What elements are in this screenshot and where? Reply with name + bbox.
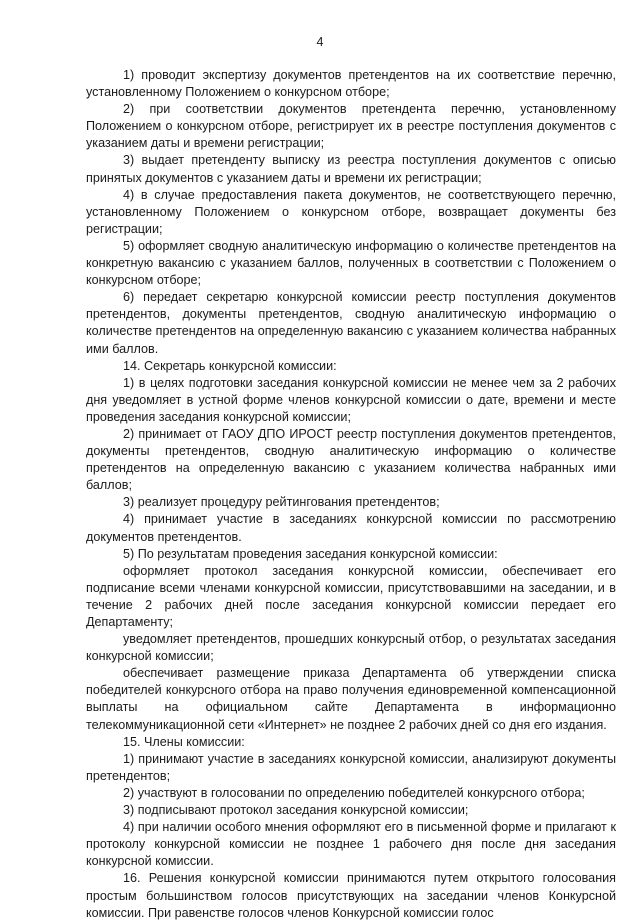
paragraph: 2) участвуют в голосовании по определению победителей конкурсного отбора; [123, 785, 585, 800]
section-heading: 14. Секретарь конкурсной комиссии: [123, 358, 337, 373]
paragraph: 2) при соответствии документов претендента перечню, установленному Положением о конкурсном отборе, регистрирует их в реестре поступления документов с указанием даты и времени регистрации; [86, 102, 616, 151]
paragraph: 3) выдает претенденту выписку из реестра поступления документов с описью принятых документов с указанием даты и времени их регистрации; [86, 153, 616, 185]
paragraph: 3) подписывают протокол заседания конкурсной комиссии; [123, 803, 469, 818]
paragraph: 4) принимает участие в заседаниях конкурсной комиссии по рассмотрению документов претендентов. [86, 512, 616, 544]
document-body [86, 67, 616, 922]
paragraph: 6) передает секретарю конкурсной комиссии реестр поступления документов претендентов, документы претендентов, сводную аналитическую информацию о количестве претендентов на определенную вакансию с указанием количества набранных ими баллов. [86, 290, 616, 356]
section-heading: 15. Члены комиссии: [123, 734, 245, 749]
page-number: 4 [316, 35, 324, 49]
paragraph: обеспечивает размещение приказа Департамента об утверждении списка победителей конкурсного отбора на право получения единовременной компенсационной выплаты на официальном сайте Департамента в информационно телекоммуникационной сети «Интернет» не позднее 2 рабочих дней со дня его издания. [86, 666, 616, 732]
paragraph: 4) в случае предоставления пакета документов, не соответствующего перечню, установленному Положением о конкурсном отборе, возвращает документы без регистрации; [86, 187, 616, 236]
paragraph: 1) принимают участие в заседаниях конкурсной комиссии, анализируют документы претендентов; [86, 751, 616, 783]
paragraph: 4) при наличии особого мнения оформляют его в письменной форме и прилагают к протоколу конкурсной комиссии не позднее 1 рабочего дня после дня заседания конкурсной комиссии. [86, 820, 616, 869]
paragraph: оформляет протокол заседания конкурсной комиссии, обеспечивает его подписание всеми членами конкурсной комиссии, присутствовавшими на заседании, и в течение 2 рабочих дней после заседания конкурсной комиссии передает его Департаменту; [86, 563, 616, 629]
paragraph: 2) принимает от ГАОУ ДПО ИРОСТ реестр поступления документов претендентов, документы претендентов, сводную аналитическую информацию о количестве претендентов на определенную вакансию с указанием количества набранных ими баллов; [86, 426, 616, 493]
paragraph: 1) в целях подготовки заседания конкурсной комиссии не менее чем за 2 рабочих дня уведомляет в устной форме членов конкурсной комиссии о дате, времени и месте проведения заседания конкурсной комиссии; [86, 375, 616, 424]
paragraph: 16. Решения конкурсной комиссии принимаются путем открытого голосования простым большинством голосов присутствующих на заседании членов Конкурсной комиссии. При равенстве голосов членов Конкурсной комиссии голос [86, 871, 616, 920]
paragraph: 1) проводит экспертизу документов претендентов на их соответствие перечню, установленному Положением о конкурсном отборе; [86, 68, 616, 100]
paragraph: 3) реализует процедуру рейтингования претендентов; [123, 495, 440, 510]
paragraph: 5) По результатам проведения заседания конкурсной комиссии: [123, 546, 498, 561]
paragraph: уведомляет претендентов, прошедших конкурсный отбор, о результатах заседания конкурсной комиссии; [86, 632, 616, 664]
paragraph: 5) оформляет сводную аналитическую информацию о количестве претендентов на конкретную вакансию с указанием баллов, полученных в соответствии с Положением о конкурсном отборе; [86, 238, 616, 288]
